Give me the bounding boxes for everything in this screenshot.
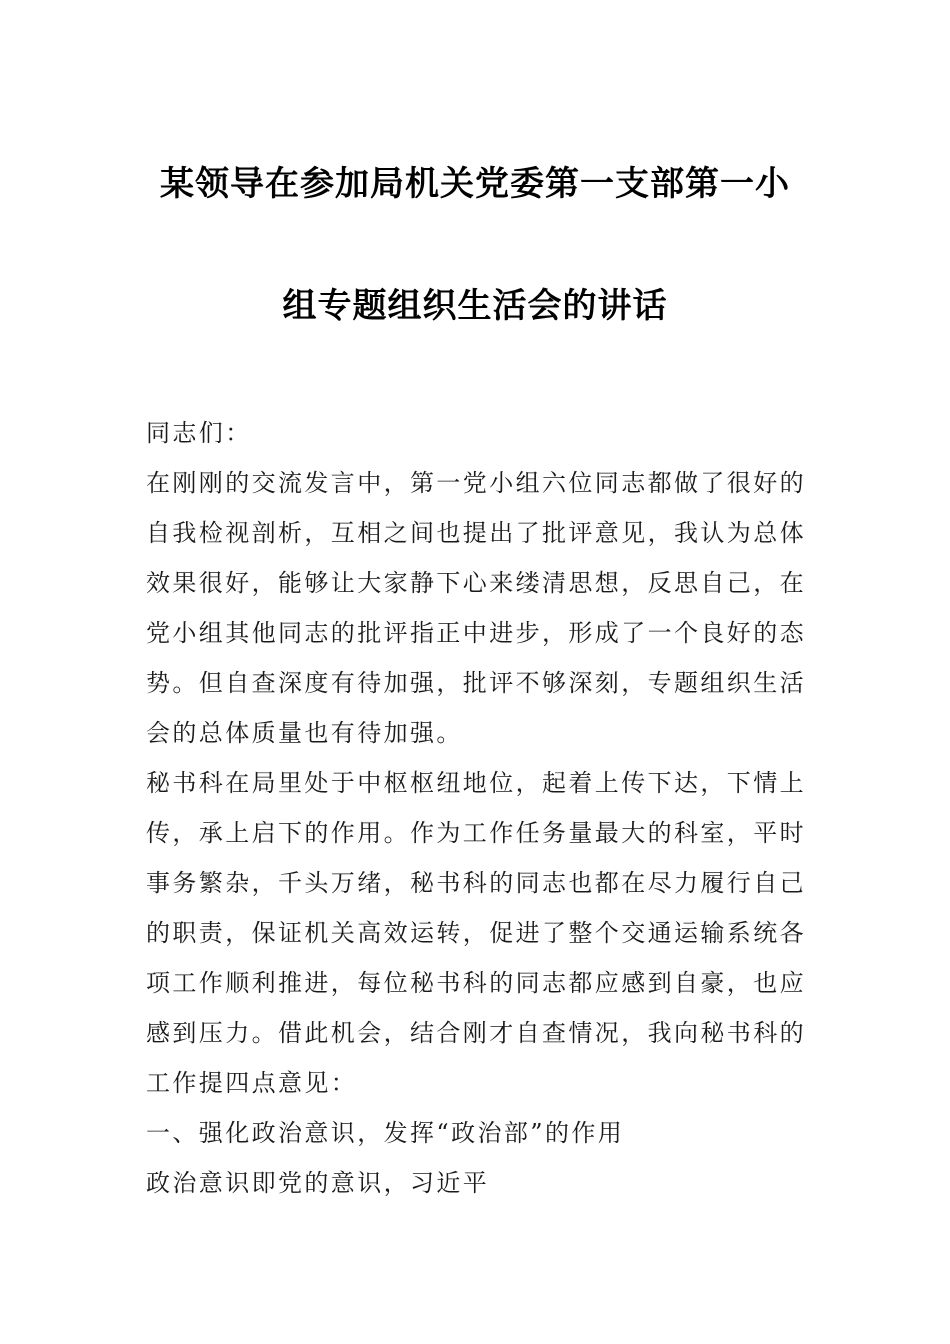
document-title-line-2: 组专题组织生活会的讲话	[282, 286, 668, 326]
paragraph-2: 秘书科在局里处于中枢枢纽地位，起着上传下达，下情上传，承上启下的作用。作为工作任务量最大的科室，平时事务繁杂，千头万绪，秘书科的同志也都在尽力履行自己的职责，保证机关高效运转，促进了整个交通运输系统各项工作顺利推进，每位秘书科的同志都应感到自豪，也应感到压力。借此机会，结合刚才自查情况，我向秘书科的工作提四点意见：	[146, 769, 806, 1097]
document-title-line-1: 某领导在参加局机关党委第一支部第一小	[160, 164, 790, 204]
paragraph-3: 政治意识即党的意识，习近平	[146, 1169, 490, 1197]
section-heading-1: 一、强化政治意识，发挥“政治部”的作用	[146, 1119, 625, 1147]
paragraph-1: 在刚刚的交流发言中，第一党小组六位同志都做了很好的自我检视剖析，互相之间也提出了批评意见，我认为总体效果很好，能够让大家静下心来缕清思想，反思自己，在党小组其他同志的批评指正中进步，形成了一个良好的态势。但自查深度有待加强，批评不够深刻，专题组织生活会的总体质量也有待加强。	[146, 469, 806, 747]
salutation: 同志们：	[146, 419, 252, 447]
